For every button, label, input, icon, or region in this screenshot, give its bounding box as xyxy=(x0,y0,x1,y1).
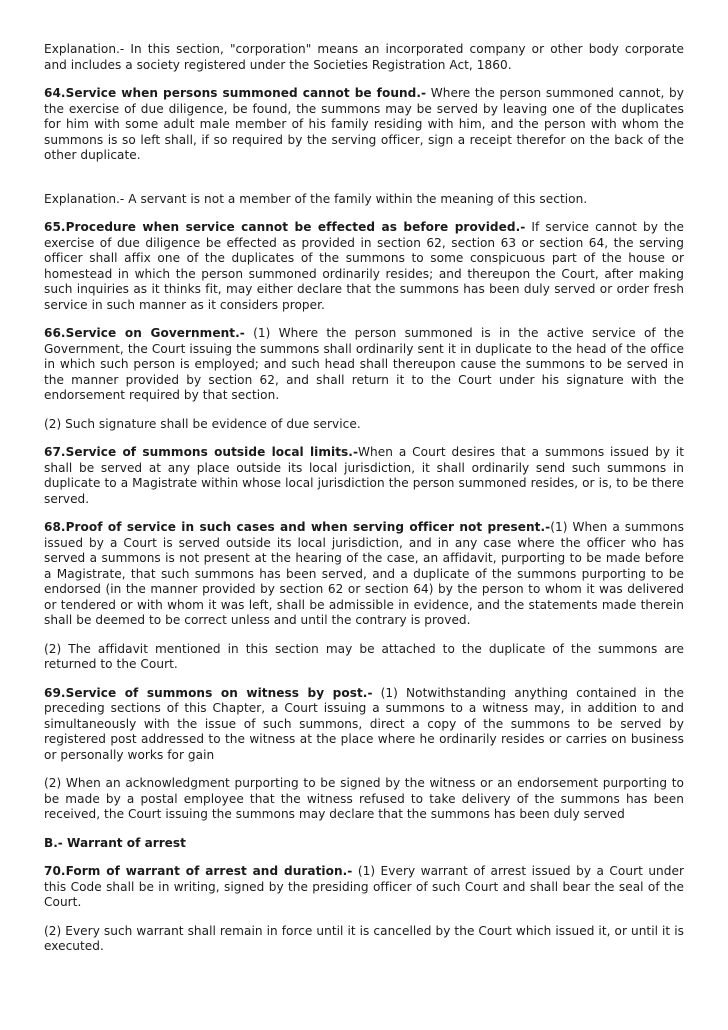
section-64-body: Where the person summoned cannot, by the exercise of due diligence, be found, the summons may be served by leaving one of the duplicates for him with some adult male member of his family residing with him, and the person with whom the summons is so left shall, if so required by the serving officer, sign a receipt therefor on the back of the other duplicate. xyxy=(44,86,684,162)
section-70-heading: 70.Form of warrant of arrest and duration.- xyxy=(44,864,353,878)
section-66-subsection-2: (2) Such signature shall be evidence of due service. xyxy=(44,416,361,431)
section-66-heading: 66.Service on Government.- xyxy=(44,326,245,340)
section-70-body: (1) Every warrant of arrest issued by a Court under this Code shall be in writing, signed by the presiding officer of such Court and shall bear the seal of the Court. xyxy=(44,864,685,909)
section-70-subsection-2: (2) Every such warrant shall remain in force until it is cancelled by the Court which issued it, or until it is executed. xyxy=(44,923,684,953)
section-65 xyxy=(44,220,684,313)
section-64-heading: 64.Service when persons summoned cannot be found.- xyxy=(44,86,427,100)
section-67-body: When a Court desires that a summons issued by it shall be served at any place outside its local jurisdiction, it shall ordinarily send such summons in duplicate to a Magistrate within whose local jurisdiction the person summoned resides, or is, to be there served. xyxy=(44,445,684,506)
section-69-heading: 69.Service of summons on witness by post.- xyxy=(44,685,373,700)
section-68 xyxy=(44,520,684,629)
section-69-body: (1) Notwithstanding anything contained in the preceding sections of this Chapter, a Court issuing a summons to a witness may, in addition to and simultaneously with the issue of such summons, direct a copy of the summons to be served by registered post addressed to the witness at the place where he ordinarily resides or carries on business or personally works for gain xyxy=(44,685,684,762)
part-b-heading: B.- Warrant of arrest xyxy=(44,835,186,850)
explanation-corporation: Explanation.- In this section, "corporation" means an incorporated company or other body corporate and includes a society registered under the Societies Registration Act, 1860. xyxy=(44,42,684,72)
section-70 xyxy=(44,864,684,911)
section-67 xyxy=(44,445,684,507)
section-65-body: If service cannot by the exercise of due diligence be effected as provided in section 62, section 63 or section 64, the serving officer shall affix one of the duplicates of the summons to some conspicuous part of the house or homestead in which the person summoned ordinarily resides; and thereupon the Court, after making such inquiries as it thinks fit, may either declare that the summons has been duly served or order fresh service in such manner as it considers proper. xyxy=(44,220,684,312)
section-68-subsection-2: (2) The affidavit mentioned in this section may be attached to the duplicate of the summons are returned to the Court. xyxy=(44,641,684,671)
section-69 xyxy=(44,686,684,764)
section-64 xyxy=(44,86,684,164)
section-68-heading: 68.Proof of service in such cases and when serving officer not present.- xyxy=(44,520,551,534)
section-66 xyxy=(44,326,684,404)
section-66-body: (1) Where the person summoned is in the active service of the Government, the Court issuing the summons shall ordinarily sent it in duplicate to the head of the office in which such person is employed; and such head shall thereupon cause the summons to be served in the manner provided by section 62, and shall return it to the Court under his signature with the endorsement required by that section. xyxy=(44,326,684,402)
section-69-subsection-2: (2) When an acknowledgment purporting to be signed by the witness or an endorsement purporting to be made by a postal employee that the witness refused to take delivery of the summons has been received, the Court issuing the summons may declare that the summons has been duly served xyxy=(44,776,684,821)
section-68-body: (1) When a summons issued by a Court is served outside its local jurisdiction, and in any case where the officer who has served a summons is not present at the hearing of the case, an affidavit, purporting to be made before a Magistrate, that such summons has been served, and a duplicate of the summons purporting to be endorsed (in the manner provided by section 62 or section 64) by the person to whom it was delivered or tendered or with whom it was left, shall be admissible in evidence, and the statements made therein shall be deemed to be correct unless and until the contrary is proved. xyxy=(44,520,684,627)
explanation-servant: Explanation.- A servant is not a member of the family within the meaning of this section. xyxy=(44,191,588,206)
document-page xyxy=(44,42,684,955)
section-65-heading: 65.Procedure when service cannot be effected as before provided.- xyxy=(44,220,526,234)
section-67-heading: 67.Service of summons outside local limits.- xyxy=(44,445,359,459)
